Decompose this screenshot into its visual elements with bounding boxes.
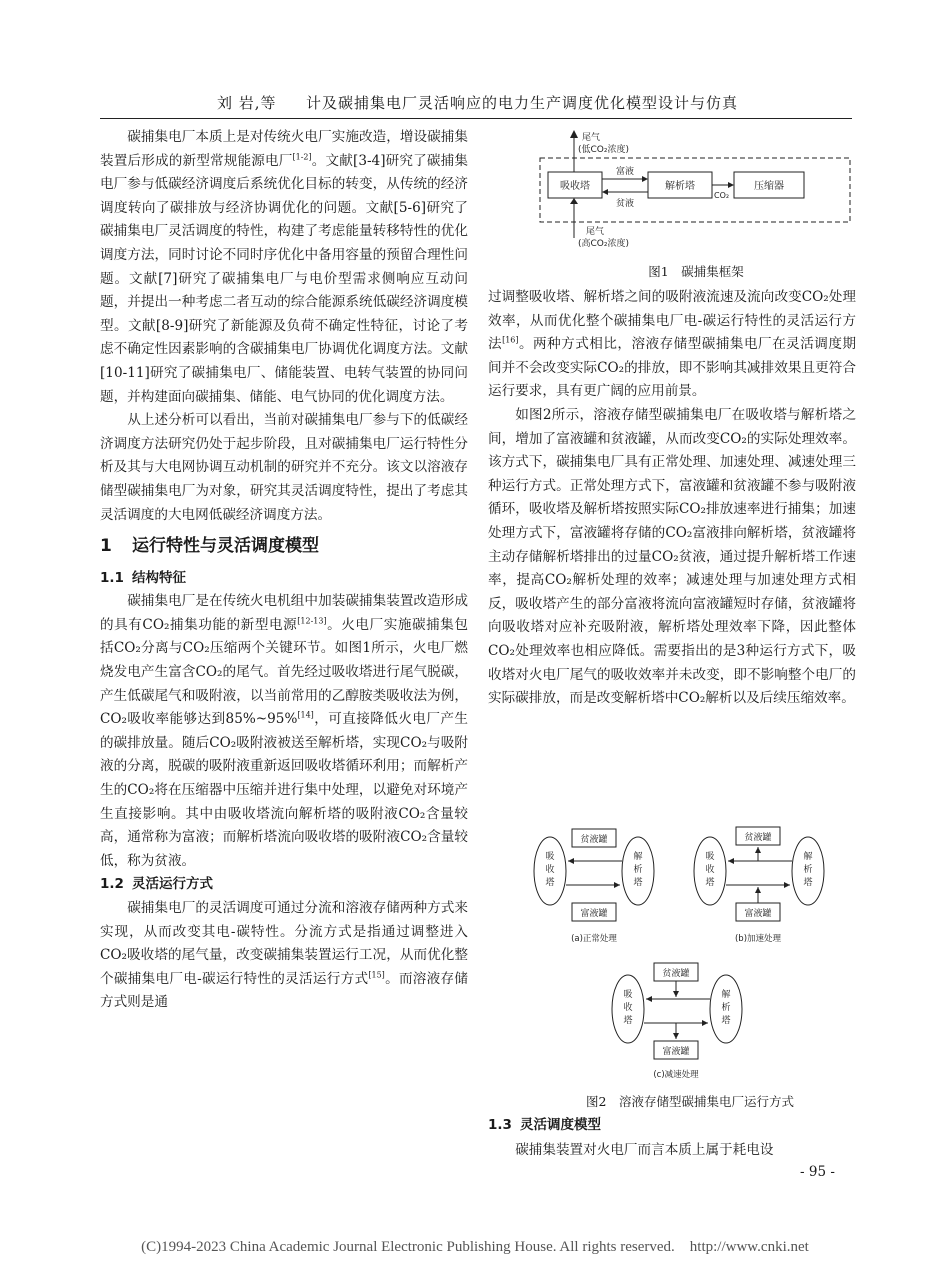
lean-label: 贫液 xyxy=(616,199,635,209)
running-header xyxy=(100,92,855,113)
intro-paragraph-2: 从上述分析可以看出，当前对碳捕集电厂参与下的低碳经济调度方法研究仍处于起步阶段，且对碳捕集电厂运行特性分析及其与大电网协调互动机制的研究并不充分。该文以溶液存储型碳捕集电厂为对象，研究其灵活调度特性，提出了考虑其灵活调度的大电网低碳经济调度方法。 xyxy=(100,412,468,523)
subsection-1-1-title: 结构特征 xyxy=(132,569,186,586)
figure-1-diagram xyxy=(538,128,854,256)
panel-c-absorber-label-1: 吸 xyxy=(623,990,633,1000)
lean-flow-arrowhead xyxy=(602,189,608,195)
panel-b-desorber-label-3: 塔 xyxy=(803,878,813,888)
subsection-1-3-title: 灵活调度模型 xyxy=(520,1117,601,1133)
subsection-1-2-title: 灵活运行方式 xyxy=(132,876,213,893)
subsection-1-1-heading xyxy=(100,567,468,591)
subsection-1-3-number: 1.3 xyxy=(488,1117,512,1133)
figure-2-caption: 图2 溶液存储型碳捕集电厂运行方式 xyxy=(586,1094,794,1109)
figure-1-caption: 图1 碳捕集框架 xyxy=(648,264,744,279)
panel-b-rich-tank-label: 富液罐 xyxy=(744,909,772,919)
desorber-label: 解析塔 xyxy=(665,181,695,192)
figure-2-diagram xyxy=(530,823,850,1088)
panel-a-desorber-label-2: 析 xyxy=(633,865,643,875)
panel-c-desorber-label-2: 析 xyxy=(721,1003,731,1013)
top-label-2: (低CO₂浓度) xyxy=(578,145,629,155)
copyright-footer: (C)1994-2023 China Academic Journal Electronic Publishing House. All rights reserved. http://www.cnki.net xyxy=(141,1239,809,1255)
rich-label: 富液 xyxy=(616,167,635,177)
subsection-1-3-heading xyxy=(488,1114,856,1138)
section-1-number: 1 xyxy=(100,536,112,557)
section-1-heading xyxy=(100,535,468,559)
header-authors: 刘 岩,等 xyxy=(216,94,277,112)
right-paragraph-2: 如图2所示，溶液存储型碳捕集电厂在吸收塔与解析塔之间，增加了富液罐和贫液罐，从而改变CO₂的实际处理效率。该方式下，碳捕集电厂具有正常处理、加速处理、减速处理三种运行方式。正常处理方式下，富液罐和贫液罐不参与吸附液循环，吸收塔及解析塔按照实际CO₂排放速率进行捕集；加速处理方式下，富液罐将存储的CO₂富液排向解析塔，贫液罐将主动存储解析塔排出的过量CO₂贫液，通过提升解析塔工作速率，提高CO₂解析处理的效率；减速处理与加速处理方式相反，吸收塔产生的部分富液将流向富液罐短时存储，贫液罐将向吸收塔对应补充吸附液，解析塔处理效率下降，因此整体CO₂处理效率也相应降低。需要指出的是3种运行方式下，吸收塔对火电厂尾气的吸收效率并未改变，即不影响整个电厂的实际碳排放，而是改变解析塔中CO₂解析以及后续压缩效率。 xyxy=(488,406,856,707)
panel-b-desorber-label-2: 析 xyxy=(803,865,813,875)
right-column xyxy=(488,286,856,711)
co2-label: CO₂ xyxy=(714,191,730,200)
panel-b-desorber-label-1: 解 xyxy=(803,852,813,862)
panel-a-rich-tank-label: 富液罐 xyxy=(580,909,608,919)
structure-paragraph: 碳捕集电厂是在传统火电机组中加装碳捕集装置改造形成的具有CO₂捕集功能的新型电源[12-13]。火电厂实施碳捕集包括CO₂分离与CO₂压缩两个关键环节。如图1所示，火电厂燃烧发电产生富含CO₂的尾气。首先经过吸收塔进行尾气脱碳，产生低碳尾气和吸附液，以当前常用的乙醇胺类吸收法为例，CO₂吸收率能够达到85%~95%[14]，可直接降低火电厂产生的碳排放量。随后CO₂吸附液被送至解析塔，实现CO₂与吸附液的分离，脱碳的吸附液重新返回吸收塔循环利用；而解析产生的CO₂将在压缩器中压缩并进行集中处理，以避免对环境产生直接影响。其中由吸收塔流向解析塔的吸附液CO₂含量较高，通常称为富液；而解析塔流向吸收塔的吸附液CO₂含量较低，称为贫液。 xyxy=(100,593,469,869)
bottom-label-2: (高CO₂浓度) xyxy=(578,239,629,249)
exhaust-in-arrowhead xyxy=(570,198,578,204)
page-number: - 95 - xyxy=(800,1164,835,1180)
left-column xyxy=(100,126,468,1015)
panel-c-absorber-label-2: 收 xyxy=(623,1003,633,1013)
panel-b-accelerated xyxy=(694,827,824,944)
header-title: 计及碳捕集电厂灵活响应的电力生产调度优化模型设计与仿真 xyxy=(306,94,739,112)
panel-a-normal xyxy=(534,829,654,944)
flexible-mode-paragraph: 碳捕集电厂的灵活调度可通过分流和溶液存储两种方式来实现，从而改变其电-碳特性。分流方式是指通过调整进入CO₂吸收塔的尾气量，改变碳捕集装置运行工况，从而优化整个碳捕集电厂电-碳运行特性的灵活运行方式[15]。而溶液存储方式则是通 xyxy=(100,900,469,1011)
panel-c-desorber-label-1: 解 xyxy=(721,990,731,1000)
subsection-1-2-number: 1.2 xyxy=(100,876,124,893)
panel-a-absorber-label-1: 吸 xyxy=(545,852,555,862)
panel-c-desorber-label-3: 塔 xyxy=(721,1016,731,1026)
right-column-bottom xyxy=(488,1114,856,1162)
header-rule xyxy=(100,118,852,119)
panel-a-lean-tank-label: 贫液罐 xyxy=(580,835,608,845)
panel-b-absorber-label-2: 收 xyxy=(705,865,715,875)
model-paragraph: 碳捕集装置对火电厂而言本质上属于耗电设 xyxy=(515,1141,774,1158)
subsection-1-1-number: 1.1 xyxy=(100,569,124,586)
panel-c-decelerated xyxy=(612,963,742,1080)
section-1-title: 运行特性与灵活调度模型 xyxy=(132,536,319,557)
co2-flow-arrowhead xyxy=(728,182,734,188)
panel-a-caption: (a)正常处理 xyxy=(571,934,617,944)
exhaust-out-arrowhead xyxy=(570,130,578,138)
top-label-1: 尾气 xyxy=(582,133,601,143)
panel-a-absorber-label-2: 收 xyxy=(545,865,555,875)
panel-c-lean-tank-label: 贫液罐 xyxy=(662,969,690,979)
intro-paragraph-1: 碳捕集电厂本质上是对传统火电厂实施改造，增设碳捕集装置后形成的新型常规能源电厂[1-2]。文献[3-4]研究了碳捕集电厂参与低碳经济调度后系统优化目标的转变，从传统的经济调度转向了碳排放与经济协调优化的问题。文献[5-6]研究了碳捕集电厂灵活调度的特性，构建了考虑能量转移特性的优化调度方法，同时讨论不同时序优化中备用容量的预留合理性问题。文献[7]研究了碳捕集电厂与电价型需求侧响应互动问题，并提出一种考虑二者互动的综合能源系统低碳经济调度模型。文献[8-9]研究了新能源及负荷不确定性特征，讨论了考虑不确定性因素影响的含碳捕集电厂协调优化调度方法。文献[10-11]研究了碳捕集电厂、储能装置、电转气装置的协同问题，并构建面向碳捕集、储能、电气协同的优化调度方法。 xyxy=(100,129,468,405)
panel-a-desorber-label-3: 塔 xyxy=(633,878,643,888)
absorber-label: 吸收塔 xyxy=(560,181,590,192)
panel-a-absorber-label-3: 塔 xyxy=(545,878,555,888)
panel-b-absorber-label-3: 塔 xyxy=(705,878,715,888)
panel-c-rich-tank-label: 富液罐 xyxy=(662,1047,690,1057)
compressor-label: 压缩器 xyxy=(754,181,784,192)
bottom-label-1: 尾气 xyxy=(586,227,605,237)
right-paragraph-1: 过调整吸收塔、解析塔之间的吸附液流速及流向改变CO₂处理效率，从而优化整个碳捕集电厂电-碳运行特性的灵活运行方法[16]。两种方式相比，溶液存储型碳捕集电厂在灵活调度期间并不会改变实际CO₂的排放，即不影响其减排效果且更符合运行要求，具有更广阔的应用前景。 xyxy=(488,289,857,400)
subsection-1-2-heading xyxy=(100,873,468,897)
rich-flow-arrowhead xyxy=(642,176,648,182)
panel-b-lean-tank-label: 贫液罐 xyxy=(744,833,772,843)
panel-b-absorber-label-1: 吸 xyxy=(705,852,715,862)
panel-c-absorber-label-3: 塔 xyxy=(623,1016,633,1026)
panel-a-desorber-label-1: 解 xyxy=(633,852,643,862)
panel-b-caption: (b)加速处理 xyxy=(734,934,782,944)
panel-c-caption: (c)减速处理 xyxy=(653,1070,699,1080)
